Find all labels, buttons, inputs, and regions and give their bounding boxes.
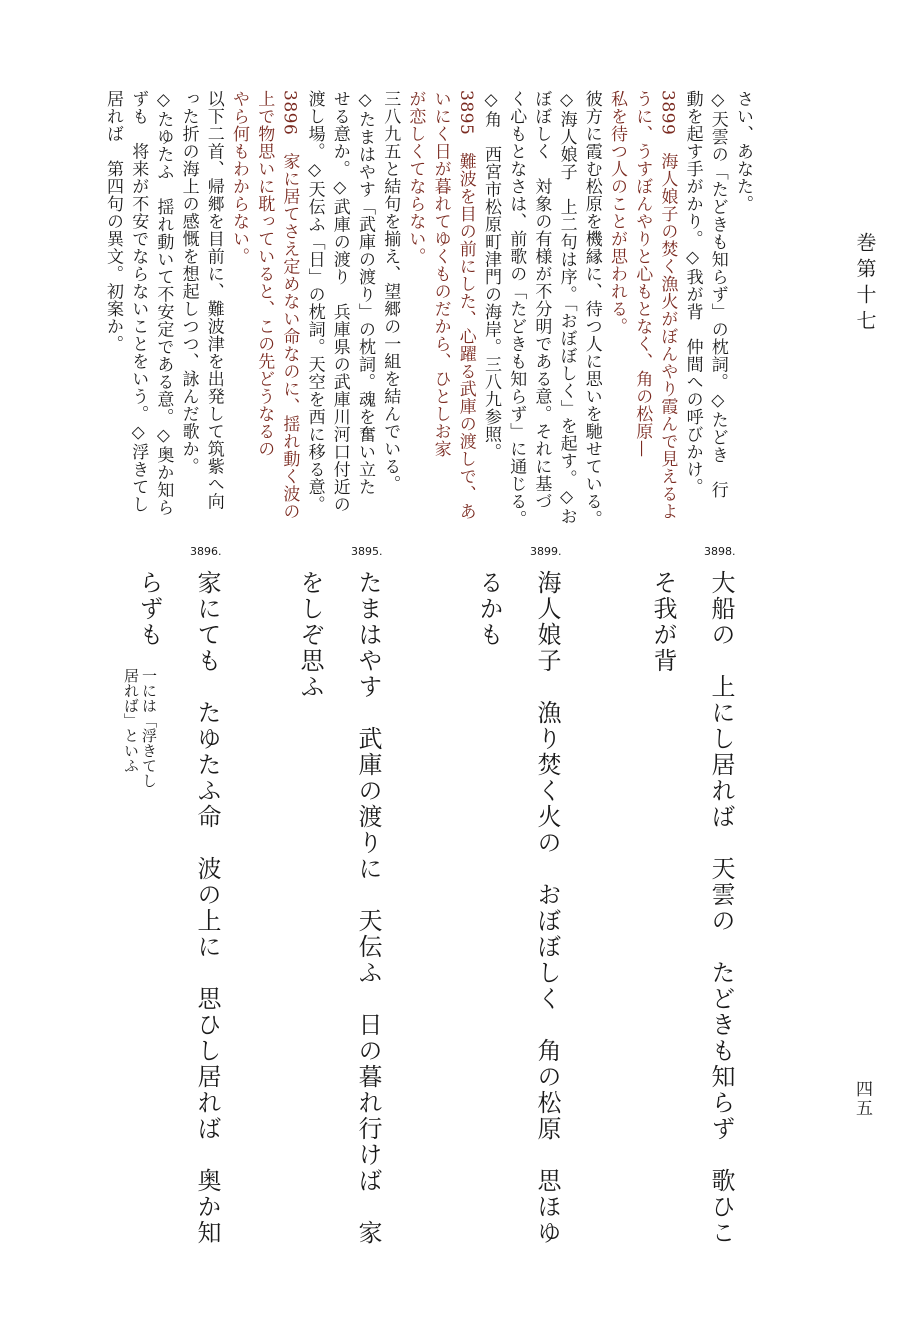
poem-line: 大船の 上にし居れば 天雲の たどきも知らず 歌ひこ [707, 570, 735, 1246]
poem-number: 3896. [190, 545, 222, 558]
commentary-line: いにく日が暮れてゆくものだから、ひとしお家 [430, 90, 451, 458]
commentary-line: 三八九五と結句を揃え、望郷の一組を結んでいる。 [380, 90, 401, 493]
commentary-line: ぼぼしく 対象の有様が不分明である意。それに基づ [531, 90, 552, 510]
commentary-line: 3895 難波を目の前にした、心躍る武庫の渡しで、あ [455, 90, 476, 521]
volume-title: 巻第十七 [853, 232, 877, 336]
commentary-line: せる意か。◇武庫の渡り 兵庫県の武庫川河口付近の [329, 90, 350, 513]
commentary-line: 居れば 第四句の異文。初案か。 [103, 90, 123, 353]
commentary-line: ずも 将来が不安でならないことをいう。◇浮きてし [128, 90, 149, 513]
commentary-line: 以下二首、帰郷を目前に、難波津を出発して筑紫へ向 [203, 90, 224, 510]
poem-variant-note: 一には「浮きてし居れば」といふ [122, 668, 158, 788]
commentary-line: く心もとなさは、前歌の「たどきも知らず」に通じる。 [506, 90, 527, 528]
commentary-line: さい、あなた。 [733, 90, 753, 213]
commentary-line: やら何もわからない。 [229, 90, 249, 265]
poem-line: 家にても たゆたふ命 波の上に 思ひし居れば 奥か知 [193, 570, 221, 1246]
page-number: 四五 [852, 1080, 872, 1118]
commentary-line: うに、うすぼんやりと心もとなく、角の松原— [632, 90, 653, 458]
poem-line: るかも [475, 570, 503, 648]
commentary-line: 動を起す手がかり。◇我が背 仲間への呼びかけ。 [682, 90, 703, 496]
commentary-line: ◇たまはやす「武庫の渡り」の枕詞。魂を奮い立た [355, 90, 375, 496]
poem-line: そ我が背 [649, 570, 677, 674]
commentary-line: 渡し場。◇天伝ふ「日」の枕詞。天空を西に移る意。 [304, 90, 325, 513]
poem-line: たまはやす 武庫の渡りに 天伝ふ 日の暮れ行けば 家 [354, 570, 382, 1246]
commentary-line: 私を待つ人のことが思われる。 [607, 90, 627, 335]
commentary-line: 彼方に霞む松原を機縁に、待つ人に思いを馳せている。 [581, 90, 602, 528]
commentary-line: ◇角 西宮市松原町津門の海岸。三八九参照。 [481, 90, 501, 461]
poem-line: らずも [135, 570, 163, 648]
commentary-line: ◇たゆたふ 揺れ動いて不安定である意。◇奥か知ら [153, 90, 174, 516]
poem-number: 3898. [704, 545, 736, 558]
commentary-line: 3896 家に居てさえ定めない命なのに、揺れ動く波の [279, 90, 300, 521]
commentary-line: が恋しくてならない。 [405, 90, 426, 265]
poem-number: 3899. [530, 545, 562, 558]
poem-line: をしぞ思ふ [296, 570, 324, 700]
poem-number: 3895. [351, 545, 383, 558]
commentary-line: 上で物思いに耽っていると、この先どうなるの [254, 90, 275, 458]
commentary-line: 3899 海人娘子の焚く漁火がぼんやり霞んで見えるよ [657, 90, 678, 521]
commentary-line: ◇天雲の「たどきも知らず」の枕詞。◇たどき 行 [707, 90, 728, 499]
commentary-line: った折の海上の感慨を想起しつつ、詠んだ歌か。 [178, 90, 199, 475]
commentary-line: ◇海人娘子 上二句は序。「おぼぼしく」を起す。◇お [556, 90, 577, 525]
poem-line: 海人娘子 漁り焚く火の おぼぼしく 角の松原 思ほゆ [533, 570, 561, 1246]
